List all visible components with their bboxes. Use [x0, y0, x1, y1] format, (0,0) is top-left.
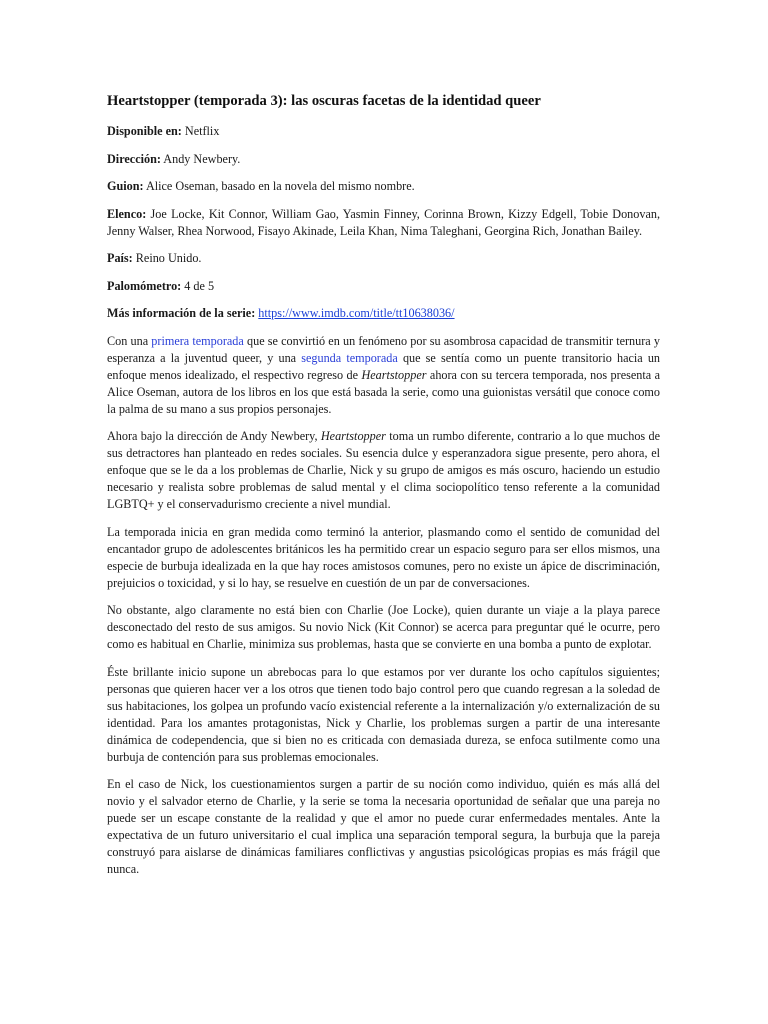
cast-line: [107, 206, 660, 240]
p1-text-b: que se convirtió en un fenómeno por su asombrosa capacidad de transmitir ternura y esperanza a la juventud queer, y una: [107, 333, 660, 365]
document-page: [107, 91, 660, 889]
second-season-link[interactable]: segunda temporada: [301, 350, 398, 365]
director-value: Andy Newbery.: [163, 151, 241, 166]
imdb-link[interactable]: https://www.imdb.com/title/tt10638036/: [258, 306, 455, 320]
country-value: Reino Unido.: [135, 251, 202, 265]
paragraph-4: No obstante, algo claramente no está bien con Charlie (Joe Locke), quien durante un viaje a la playa parece desconectado del resto de sus amigos. Su novio Nick (Kit Connor) se acerca para preguntar qué le ocurre, pero como es habitual en Charlie, minimiza sus problemas, hasta que se convierte en una bomba a punto de explotar.: [107, 603, 660, 651]
availability-line: [107, 123, 660, 140]
paragraph-5: Éste brillante inicio supone un abrebocas para lo que estamos por ver durante los ocho capítulos siguientes; personas que quieren hacer ver a los otros que tienen todo bajo control pero que cuando regresan a la soledad de sus habitaciones, los golpea un profundo vacío existencial referente a la internalización y/o externalización de su identidad. Para los amantes protagonistas, Nick y Charlie, los problemas surgen a partir de una interesante dinámica de codependencia, que si bien no es criticada con demasiada dureza, se enfoca sutilmente como una burbuja de contención para sus problemas emocionales.: [107, 664, 660, 764]
script-value: Alice Oseman, basado en la novela del mismo nombre.: [145, 179, 415, 193]
paragraph-2: [107, 428, 660, 513]
p1-text-a: Con una: [107, 333, 149, 348]
script-line: [107, 178, 660, 195]
p2-text-a: Ahora bajo la dirección de Andy Newbery,: [107, 429, 318, 443]
p1-series-title: Heartstopper: [361, 367, 427, 382]
country-line: [107, 250, 660, 267]
paragraph-3: La temporada inicia en gran medida como terminó la anterior, plasmando como el sentido de comunidad del encantador grupo de adolescentes británicos les ha permitido crear un espacio seguro para ser ellos mismos, una especie de burbuja idealizada en la que hay roces amistosos comunes, pero no existe un ápice de discriminación, prejuicios o toxicidad, y si lo hay, se resuelve en cuestión de un par de conversaciones.: [107, 524, 660, 590]
first-season-link[interactable]: primera temporada: [151, 333, 244, 348]
more-info-line: [107, 305, 660, 322]
article-title: Heartstopper (temporada 3): las oscuras facetas de la identidad queer: [107, 93, 541, 109]
metadata-block: [107, 123, 660, 322]
p2-text-b: toma un rumbo diferente, contrario a lo que muchos de sus detractores han planteado en redes sociales. Su esencia dulce y esperanzadora sigue presente, pero ahora, el enfoque que se le da a los problemas de Charlie, Nick y su grupo de amigos es más oscuro, haciendo un estudio necesario y realista sobre problemas de salud mental y el clima sociopolítico tenso referente a la comunidad LGBTQ+ y el conservadurismo creciente a nivel mundial.: [107, 429, 661, 511]
p2-series-title: Heartstopper: [320, 429, 386, 443]
rating-value: 4 de 5: [184, 278, 215, 293]
article-body: [107, 333, 660, 879]
paragraph-6: En el caso de Nick, los cuestionamientos surgen a partir de su noción como individuo, quién es más allá del novio y el salvador eterno de Charlie, y la serie se toma la necesaria oportunidad de señalar que una pareja no puede ser un escape constante de la realidad y que el amor no puede curar enfermedades mentales. Ante la expectativa de un futuro universitario el cual implica una separación temporal segura, la burbuja que la pareja construyó para aislarse de dinámicas familiares conflictivas y angustias psicológicas propias es más frágil que nunca.: [107, 777, 660, 876]
more-info-label: Más información de la serie:: [107, 306, 256, 320]
rating-line: [107, 278, 660, 295]
script-label: Guion:: [107, 179, 144, 193]
director-label: Dirección:: [107, 151, 161, 166]
rating-label: Palomómetro:: [107, 278, 182, 293]
p1-text-c: que se sentía como un puente transitorio hacia un enfoque menos idealizado, el respectivo regreso de: [107, 350, 661, 382]
paragraph-1: [107, 333, 660, 418]
availability-value: Netflix: [184, 124, 220, 138]
availability-label: Disponible en:: [107, 124, 182, 138]
country-label: País:: [107, 251, 133, 265]
director-line: [107, 151, 660, 168]
p1-text-d: ahora con su tercera temporada, nos presenta a Alice Oseman, autora de los libros en los que está basada la serie, como una guionistas versátil que conoce como la palma de su mano a sus propios personajes.: [107, 367, 660, 416]
cast-value: Joe Locke, Kit Connor, William Gao, Yasmin Finney, Corinna Brown, Kizzy Edgell, Tobie Donovan, Jenny Walser, Rhea Norwood, Fisayo Akinade, Leila Khan, Nima Taleghani, Georgina Rich, Jonathan Bailey.: [107, 206, 660, 238]
cast-label: Elenco:: [107, 206, 147, 221]
